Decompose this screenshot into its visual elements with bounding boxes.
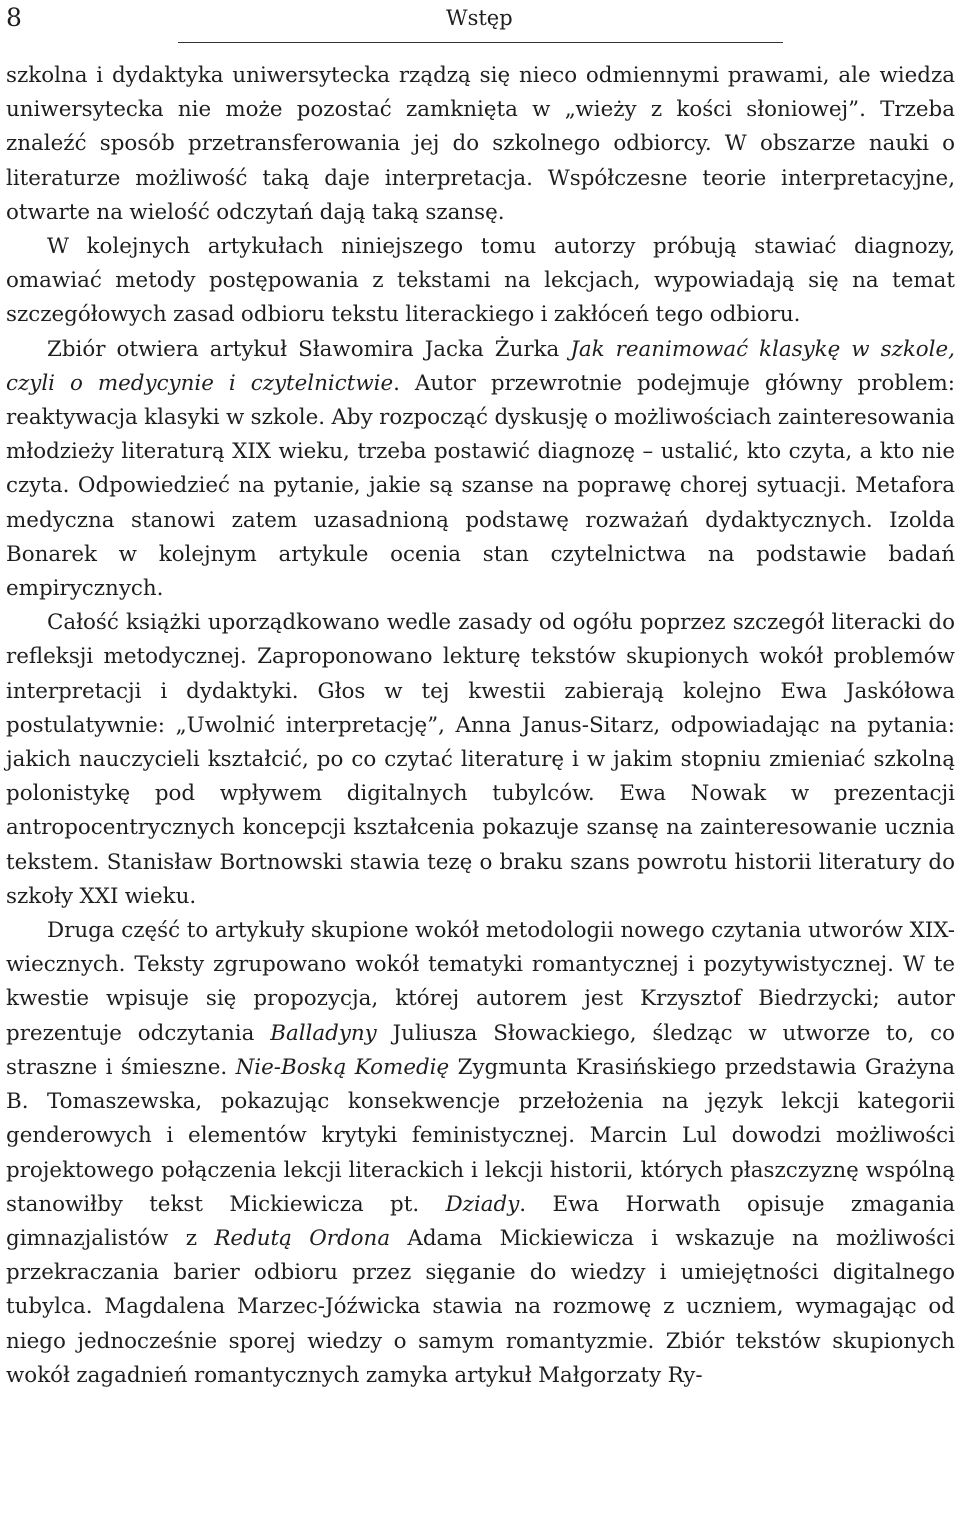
page-header <box>0 0 960 48</box>
italic-title: Nie-Boską Komedię <box>235 1054 450 1080</box>
italic-title: Redutą Ordona <box>214 1225 391 1251</box>
text-run: . Ewa Horwath opisuje zmagania gimnazjalistów z <box>6 1191 955 1251</box>
paragraph <box>6 333 955 607</box>
italic-title: Balladyny <box>270 1020 377 1046</box>
italic-title: Jak reanimować klasykę w szkole, czyli o medycynie i czytelnictwie <box>6 336 955 396</box>
text-run: Druga część to artykuły skupione wokół metodologii nowego czytania utworów XIX-wiecznych. Teksty zgrupowano wokół tematyki romantycznej i pozytywistycznej. W te kwestie wpisuje się propozycja, której autorem jest Krzysztof Biedrzycki; autor prezentuje odczytania <box>6 918 955 1046</box>
text-run: Juliusza Słowackiego, śledząc w utworze to, co straszne i śmieszne. <box>6 1020 955 1080</box>
text-run: Adama Mickiewicza i wskazuje na możliwości przekraczania barier odbioru przez sięganie do wiedzy i umiejętności digitalnego tubylca. Magdalena Marzec-Jóźwicka stawia na rozmowę z uczniem, wymagając od niego jednocześnie sporej wiedzy o samym romantyzmie. Zbiór tekstów skupionych wokół zagadnień romantycznych zamyka artykuł Małgorzaty Ry- <box>6 1225 955 1388</box>
paragraph <box>6 59 955 230</box>
paragraph <box>6 230 955 333</box>
body-text <box>6 59 955 1393</box>
page-number: 8 <box>6 3 22 32</box>
text-run: szkolna i dydaktyka uniwersytecka rządzą się nieco odmiennymi prawami, ale wiedza uniwersytecka nie może pozostać zamknięta w „wieży z kości słoniowej”. Trzeba znaleźć sposób przetransferowania jej do szkolnego odbiorcy. W obszarze nauki o literaturze możliwość taką daje interpretacja. Współczesne teorie interpretacyjne, otwarte na wielość odczytań dają taką szansę. <box>6 63 955 225</box>
paragraph <box>6 914 955 1393</box>
header-rule <box>178 42 783 43</box>
italic-title: Dziady <box>445 1191 520 1217</box>
text-run: . Autor przewrotnie podejmuje główny problem: reaktywacja klasyki w szkole. Aby rozpocząć dyskusję o możliwościach zainteresowania młodzieży literaturą XIX wieku, trzeba postawić diagnozę – ustalić, kto czyta, a kto nie czyta. Odpowiedzieć na pytanie, jakie są szanse na poprawę chorej sytuacji. Metafora medyczna stanowi zatem uzasadnioną podstawę rozważań dydaktycznych. Izolda Bonarek w kolejnym artykule ocenia stan czytelnictwa na podstawie badań empirycznych. <box>6 370 955 602</box>
paragraph <box>6 606 955 914</box>
text-run: Zbiór otwiera artykuł Sławomira Jacka Żurka <box>47 336 571 362</box>
running-head: Wstęp <box>446 6 513 30</box>
text-run: W kolejnych artykułach niniejszego tomu autorzy próbują stawiać diagnozy, omawiać metody postępowania z tekstami na lekcjach, wypowiadają się na temat szczegółowych zasad odbioru tekstu literackiego i zakłóceń tego odbioru. <box>6 234 955 328</box>
text-run: Całość książki uporządkowano wedle zasady od ogółu poprzez szczegół literacki do refleksji metodycznej. Zaproponowano lekturę tekstów skupionych wokół problemów interpretacji i dydaktyki. Głos w tej kwestii zabierają kolejno Ewa Jaskółowa postulatywnie: „Uwolnić interpretację”, Anna Janus-Sitarz, odpowiadając na pytania: jakich nauczycieli kształcić, po co czytać literaturę i w jakim stopniu zmieniać szkolną polonistykę pod wpływem digitalnych tubylców. Ewa Nowak w prezentacji antropocentrycznych koncepcji kształcenia pokazuje szansę na zainteresowanie ucznia tekstem. Stanisław Bortnowski stawia tezę o braku szans powrotu historii literatury do szkoły XXI wieku. <box>6 610 955 909</box>
text-run: Zygmunta Krasińskiego przedstawia Grażyna B. Tomaszewska, pokazując konsekwencje przełożenia na język lekcji kategorii genderowych i elementów krytyki feministycznej. Marcin Lul dowodzi możliwości projektowego połączenia lekcji literackich i lekcji historii, których płaszczyznę wspólną stanowiłby tekst Mickiewicza pt. <box>6 1054 955 1217</box>
